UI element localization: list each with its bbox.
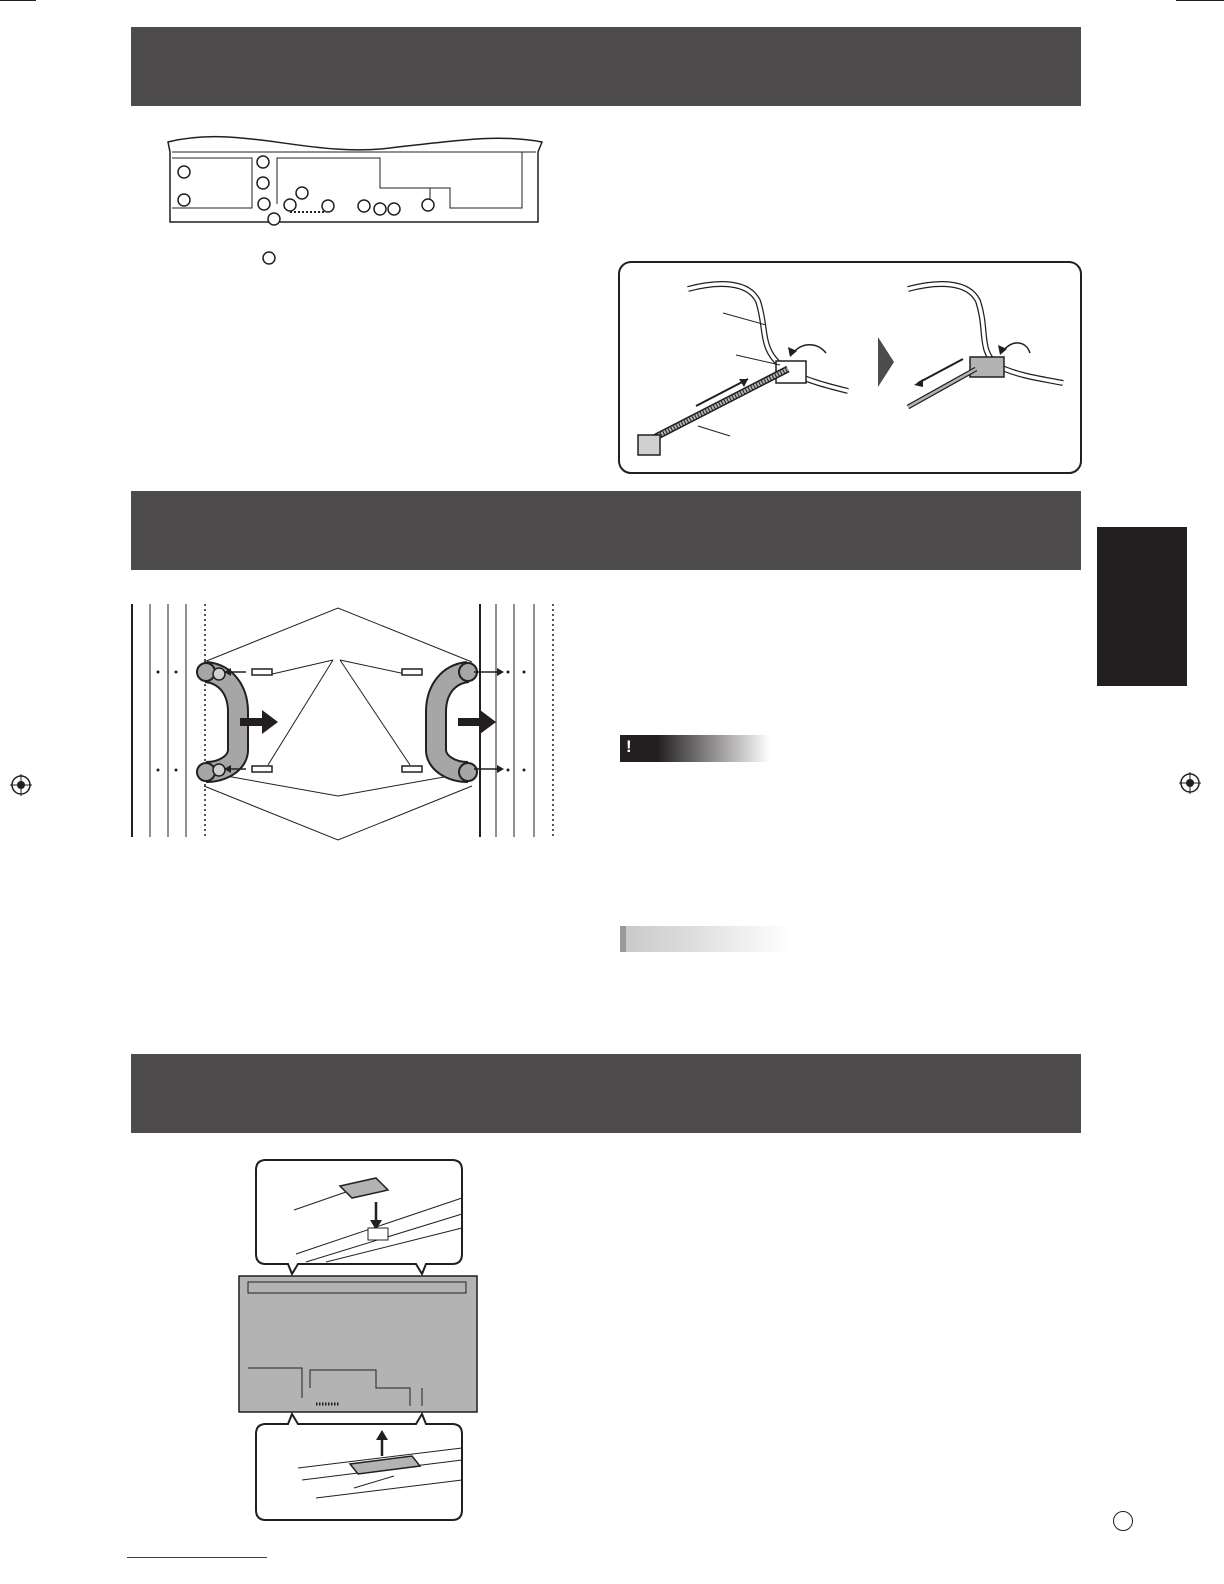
section-header-cable-ties — [131, 27, 1081, 106]
side-chapter-tab — [1097, 527, 1187, 686]
registration-mark-right-icon — [1179, 772, 1201, 794]
page-number-marker — [1113, 1511, 1133, 1531]
crop-mark-top-right — [1176, 0, 1224, 1]
crop-mark-top-left — [0, 0, 36, 1]
exclamation-icon: ! — [626, 737, 632, 756]
registration-mark-left-icon — [10, 774, 32, 796]
cover-attachment-illustration — [236, 1158, 481, 1523]
note-accent — [620, 926, 626, 952]
rear-panel-diagram — [160, 128, 550, 268]
cable-tie-illustration — [618, 261, 1083, 475]
caution-heading-bar — [620, 735, 770, 762]
section-header-handles — [131, 491, 1081, 570]
note-heading-bar — [620, 926, 790, 952]
handle-attachment-illustration — [128, 600, 558, 845]
footer-link-underline[interactable] — [127, 1557, 267, 1558]
section-header-cover — [131, 1054, 1081, 1133]
